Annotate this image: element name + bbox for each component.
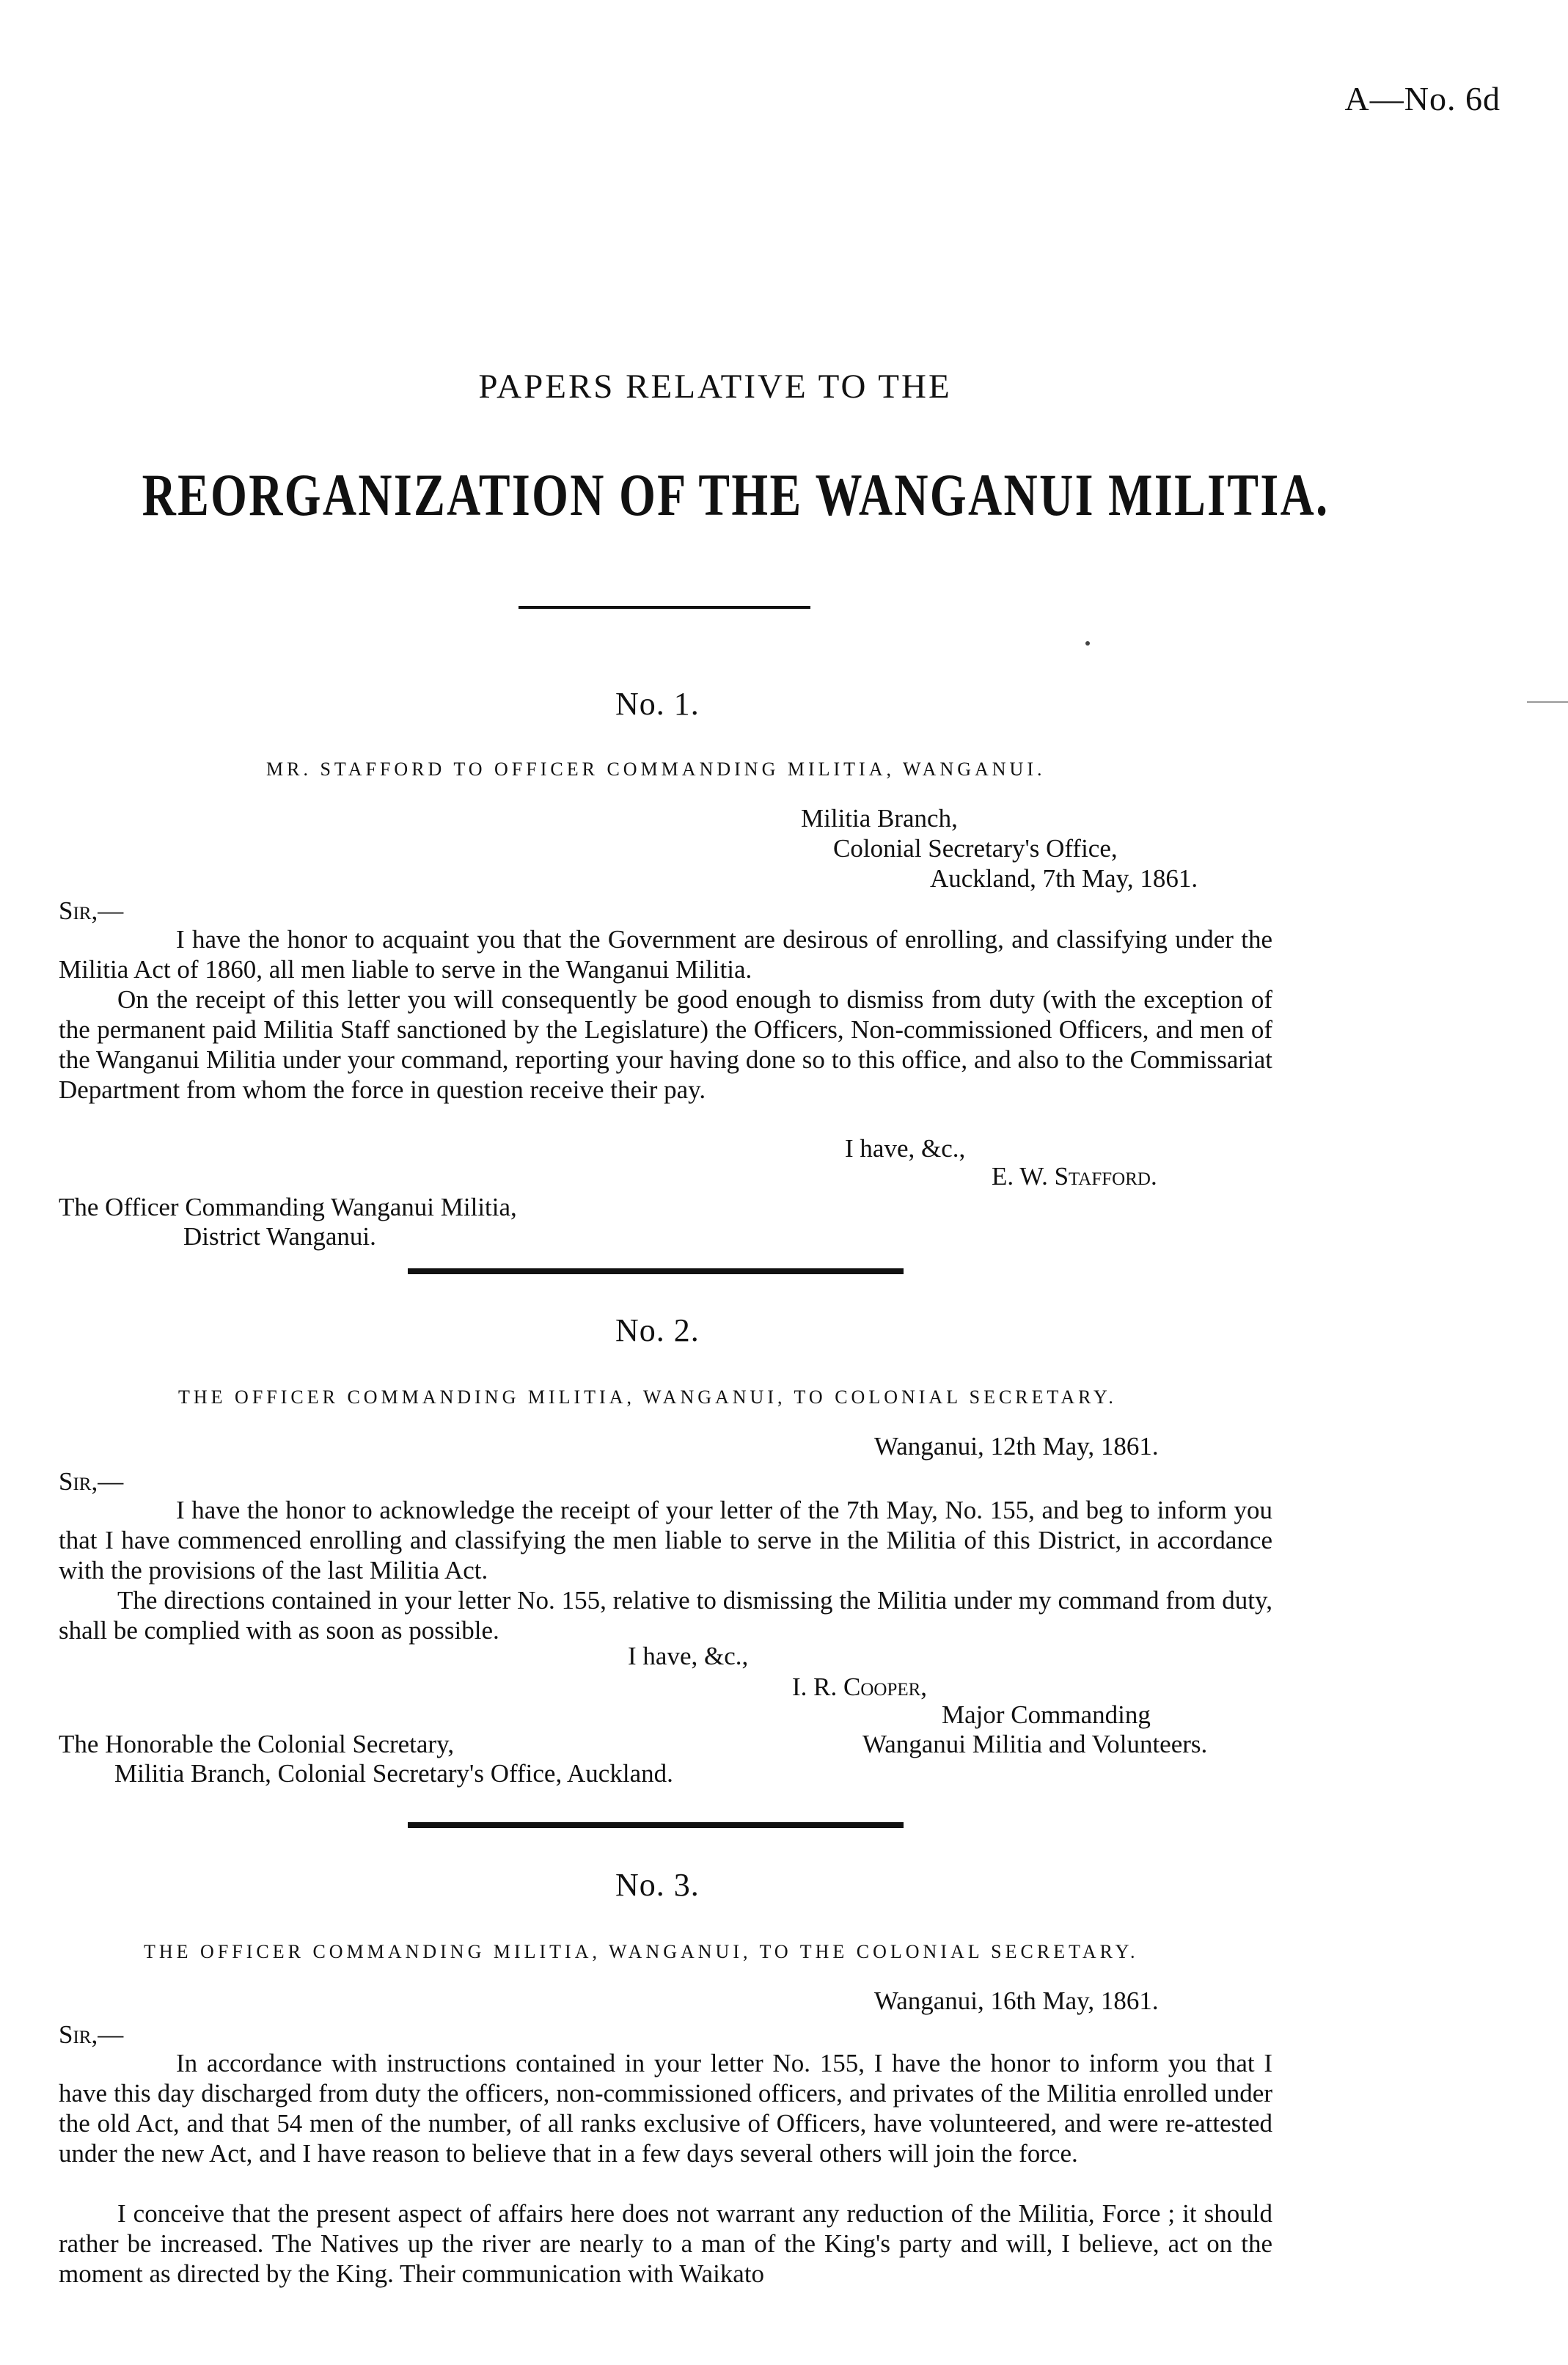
speck [1085, 641, 1090, 646]
letter-1-recipient-line2: District Wanganui. [183, 1222, 376, 1251]
document-title: REORGANIZATION OF THE WANGANUI MILITIA. [142, 461, 1330, 528]
letter-1-paragraph-1: I have the honor to acquaint you that the Government are desirous of enrolling, and classifying under the Militia Act of 1860, all men liable to serve in the Wanganui Militia. [59, 925, 1272, 984]
letter-2-signature-title-line1: Major Commanding [942, 1700, 1151, 1729]
page-identifier: A—No. 6d [1344, 80, 1501, 117]
letter-1-address-line3: Auckland, 7th May, 1861. [930, 864, 1198, 893]
letter-3-heading: THE OFFICER COMMANDING MILITIA, WANGANUI, TO THE COLONIAL SECRETARY. [144, 1941, 1139, 1962]
letter-2-closing: I have, &c., [628, 1642, 749, 1670]
letter-divider [408, 1268, 904, 1274]
letter-2-number: No. 2. [615, 1312, 700, 1348]
letter-2-signature: I. R. Cooper, [792, 1673, 928, 1701]
letter-1-address-line1: Militia Branch, [801, 804, 958, 833]
letter-3-address: Wanganui, 16th May, 1861. [874, 1986, 1159, 2015]
letter-1-salutation: Sir,— [59, 896, 124, 925]
letter-1-closing: I have, &c., [845, 1134, 966, 1163]
document-title-line1: PAPERS RELATIVE TO THE [478, 368, 952, 406]
letter-1-signature: E. W. Stafford. [992, 1162, 1157, 1191]
letter-2-heading: THE OFFICER COMMANDING MILITIA, WANGANUI, TO COLONIAL SECRETARY. [178, 1386, 1117, 1408]
margin-mark [1527, 701, 1568, 703]
letter-3-number: No. 3. [615, 1867, 700, 1903]
letter-2-signature-title-line2: Wanganui Militia and Volunteers. [862, 1730, 1208, 1758]
letter-2-paragraph-2: The directions contained in your letter No. 155, relative to dismissing the Militia under my command from duty, shall be complied with as soon as possible. [59, 1586, 1272, 1645]
letter-2-recipient-line1: The Honorable the Colonial Secretary, [59, 1730, 455, 1758]
letter-divider [408, 1822, 904, 1828]
letter-3-salutation: Sir,— [59, 2020, 124, 2049]
letter-3-paragraph-2: I conceive that the present aspect of affairs here does not warrant any reduction of the Militia, Force ; it should rather be increased. The Natives up the river are nearly to a man of the King's party and will, I believe, act on the moment as directed by the King. Their communication with Waikato [59, 2199, 1272, 2288]
letter-3-paragraph-1: In accordance with instructions contained in your letter No. 155, I have the honor to inform you that I have this day discharged from duty the officers, non-commissioned officers, and privates of the Militia enrolled under the old Act, and that 54 men of the number, of all ranks exclusive of Officers, have volunteered, and were re-attested under the new Act, and I have reason to believe that in a few days several others will join the force. [59, 2049, 1272, 2168]
letter-1-address-line2: Colonial Secretary's Office, [833, 834, 1118, 863]
letter-1-heading: MR. STAFFORD TO OFFICER COMMANDING MILITIA, WANGANUI. [266, 759, 1046, 780]
title-divider [519, 606, 810, 609]
letter-1-number: No. 1. [615, 686, 700, 722]
letter-1-recipient-line1: The Officer Commanding Wanganui Militia, [59, 1193, 517, 1221]
letter-2-salutation: Sir,— [59, 1467, 124, 1496]
letter-2-address: Wanganui, 12th May, 1861. [874, 1432, 1159, 1461]
letter-1-paragraph-2: On the receipt of this letter you will consequently be good enough to dismiss from duty (with the exception of the permanent paid Militia Staff sanctioned by the Legislature) the Officers, Non-commissioned Officers, and men of the Wanganui Militia under your command, reporting your having done so to this office, and also to the Commissariat Department from whom the force in question receive their pay. [59, 985, 1272, 1104]
letter-2-recipient-line2: Militia Branch, Colonial Secretary's Office, Auckland. [114, 1759, 673, 1788]
letter-2-paragraph-1: I have the honor to acknowledge the receipt of your letter of the 7th May, No. 155, and beg to inform you that I have commenced enrolling and classifying the men liable to serve in the Militia of this District, in accordance with the provisions of the last Militia Act. [59, 1496, 1272, 1584]
